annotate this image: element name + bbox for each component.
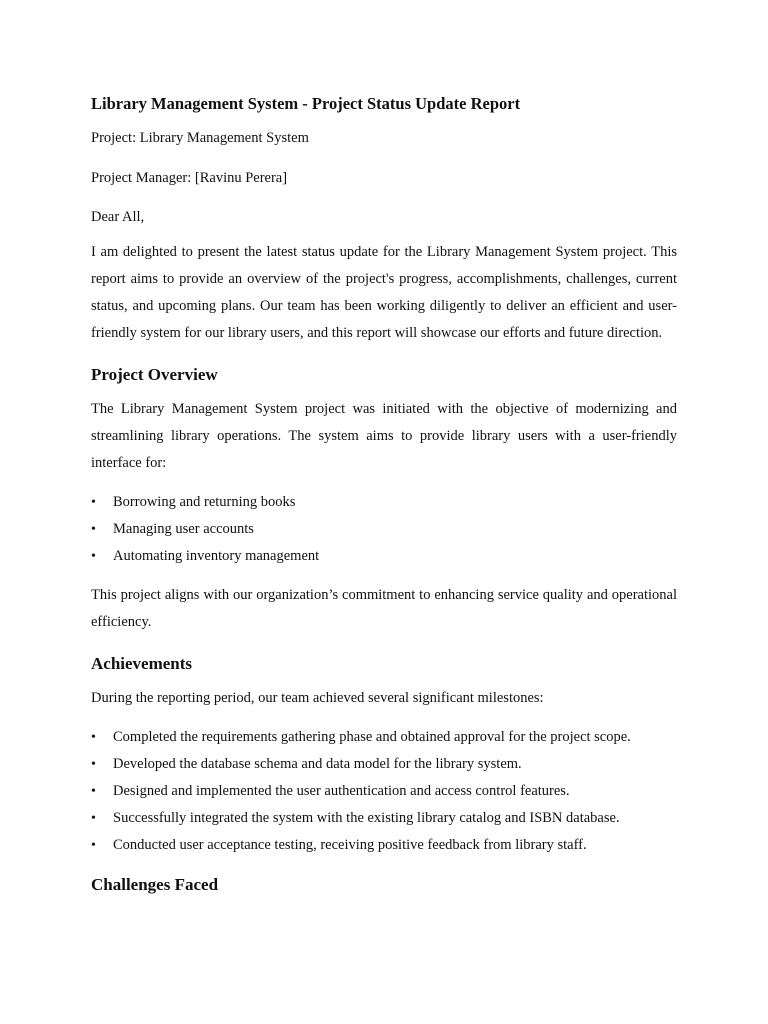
- greeting: Dear All,: [91, 209, 145, 225]
- list-item: • Developed the database schema and data model for the library system.: [91, 751, 677, 778]
- list-item: • Managing user accounts: [91, 516, 677, 543]
- intro-paragraph: I am delighted to present the latest status update for the Library Management System project. This report aims to provide an overview of the project's progress, accomplishments, challenges, current status, and upcoming plans. Our team has been working diligently to deliver an efficient and user-friendly system for our library users, and this report will showcase our efforts and future direction.: [91, 244, 677, 341]
- project-manager-line: Project Manager: [Ravinu Perera]: [91, 170, 288, 186]
- bullet-icon: •: [91, 730, 96, 745]
- list-item: • Conducted user acceptance testing, receiving positive feedback from library staff.: [91, 832, 677, 859]
- section-heading-achievements: Achievements: [91, 654, 193, 673]
- overview-list: [91, 489, 677, 570]
- document-title: Library Management System - Project Status Update Report: [91, 94, 521, 113]
- bullet-icon: •: [91, 757, 96, 772]
- list-item: • Successfully integrated the system with the existing library catalog and ISBN database.: [91, 805, 677, 832]
- overview-paragraph: The Library Management System project was initiated with the objective of modernizing and streamlining library operations. The system aims to provide library users with a user-friendly interface for:: [91, 401, 677, 471]
- list-item: • Automating inventory management: [91, 543, 677, 570]
- bullet-icon: •: [91, 522, 96, 537]
- section-heading-project-overview: Project Overview: [91, 365, 218, 384]
- bullet-icon: •: [91, 549, 96, 564]
- project-line: Project: Library Management System: [91, 130, 309, 146]
- list-item: • Borrowing and returning books: [91, 489, 677, 516]
- bullet-icon: •: [91, 784, 96, 799]
- overview-closing-paragraph: This project aligns with our organization’s commitment to enhancing service quality and operational efficiency.: [91, 587, 677, 630]
- achievements-paragraph: During the reporting period, our team achieved several significant milestones:: [91, 690, 544, 706]
- list-item: • Completed the requirements gathering phase and obtained approval for the project scope.: [91, 724, 677, 751]
- bullet-icon: •: [91, 495, 96, 510]
- document-page: [91, 93, 677, 897]
- achievements-list: [91, 724, 677, 859]
- list-item: • Designed and implemented the user authentication and access control features.: [91, 778, 677, 805]
- section-heading-challenges-faced: Challenges Faced: [91, 875, 219, 894]
- bullet-icon: •: [91, 838, 96, 853]
- bullet-icon: •: [91, 811, 96, 826]
